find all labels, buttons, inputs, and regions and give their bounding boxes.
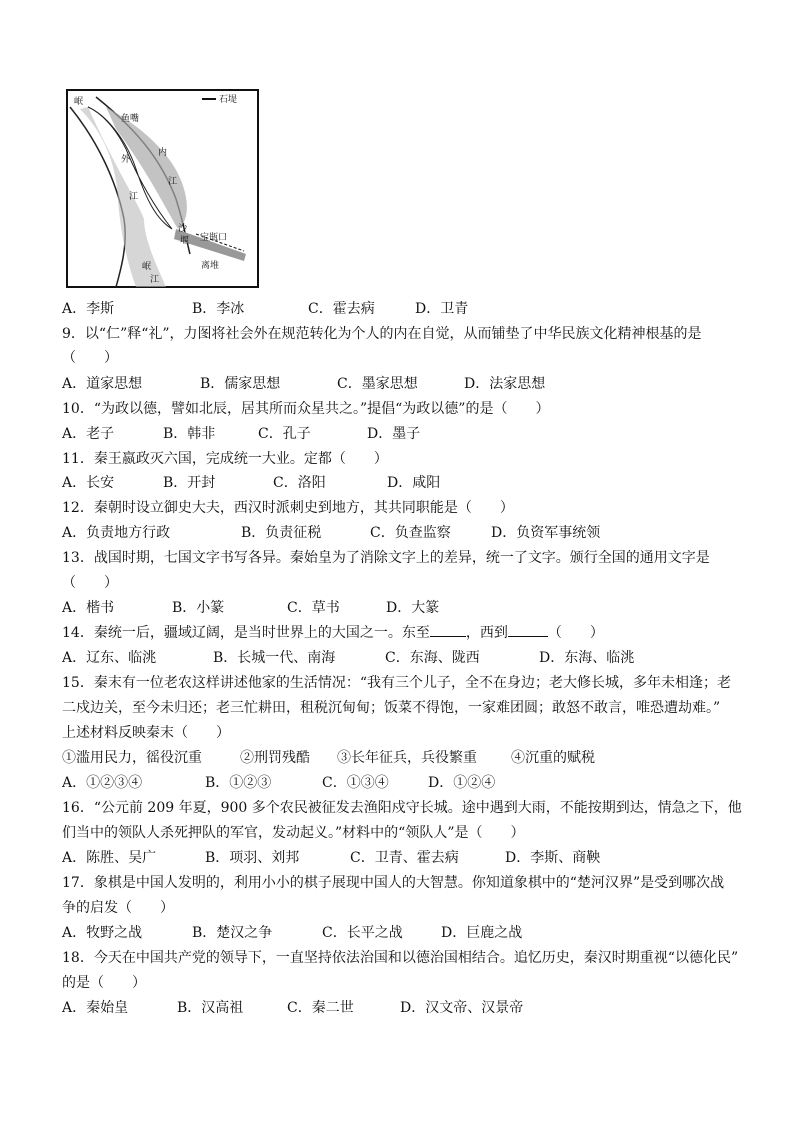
q15-stem-line2: 二戍边关，至今未归还；老三忙耕田，租税沉甸甸；饭菜不得饱，一家难团圆；敢怒不敢言，唯恐遭劫难。” <box>62 700 721 716</box>
q15-stem-line1: 15．秦末有一位老农这样讲述他家的生活情况：“我有三个儿子，全不在身边；老大修长城，多年未相逢；老 <box>62 675 731 691</box>
q16-stem-line1: 16．“公元前 209 年夏，900 多个农民被征发去渔阳戍守长城。途中遇到大雨，不能按期到达，情急之下，他 <box>62 800 742 816</box>
q12-option-b: B．负责征税 <box>241 525 322 541</box>
q10-option-b: B．韩非 <box>163 426 216 442</box>
q8-option-a: A．李斯 <box>62 301 115 317</box>
q17-option-a: A．牧野之战 <box>62 925 143 941</box>
q16-stem-line2: 们当中的领队人杀死押队的军官，发动起义。”材料中的“领队人”是（ ） <box>62 825 525 841</box>
label-weir: 堰 <box>180 236 190 246</box>
q18-option-d: D．汉文帝、汉景帝 <box>400 1000 524 1016</box>
q13-option-d: D．大篆 <box>386 600 440 616</box>
label-min-river: 江 <box>150 275 160 285</box>
q8-option-d: D．卫青 <box>415 301 469 317</box>
q18-option-a: A．秦始皇 <box>62 1000 129 1016</box>
label-outer-river: 江 <box>129 192 139 202</box>
q14-stem-part3: （ ） <box>547 625 604 641</box>
q13-stem: 13．战国时期，七国文字书写各异。秦始皇为了消除文字上的差异，统一了文字。颁行全国的通用文字是 <box>62 550 710 566</box>
q9-option-d: D．法家思想 <box>464 376 546 392</box>
label-fish-mouth: 鱼嘴 <box>121 114 140 124</box>
q11-option-c: C．洛阳 <box>273 475 326 491</box>
q10-stem: 10．“为政以德，譬如北辰，居其所而众星共之。”提倡“为政以德”的是（ ） <box>62 401 550 417</box>
q11-stem: 11．秦王嬴政灭六国，完成统一大业。定都（ ） <box>62 451 388 467</box>
q8-option-b: B．李冰 <box>192 301 245 317</box>
q15-option-b: B．①②③ <box>205 775 272 791</box>
q17-option-b: B．楚汉之争 <box>192 925 273 941</box>
q14-blank-east[interactable] <box>430 624 466 637</box>
q14-option-d: D．东海、临洮 <box>539 650 635 666</box>
q9-option-b: B．儒家思想 <box>200 376 281 392</box>
label-min: 岷 <box>142 262 152 272</box>
q14-stem-part1: 14．秦统一后，疆域辽阔，是当时世界上的大国之一。东至 <box>62 625 430 641</box>
q12-option-a: A．负责地方行政 <box>62 525 171 541</box>
legend-label: 石堤 <box>219 95 238 105</box>
q13-option-c: C．草书 <box>287 600 340 616</box>
q16-option-b: B．项羽、刘邦 <box>205 850 300 866</box>
q16-option-a: A．陈胜、吴广 <box>62 850 157 866</box>
q14-option-b: B．长城一代、南海 <box>213 650 336 666</box>
q13-paren: （ ） <box>62 575 118 591</box>
q15-stem-line3: 上述材料反映秦末（ ） <box>62 725 230 741</box>
q17-option-d: D．巨鹿之战 <box>441 925 523 941</box>
q18-option-b: B．汉高祖 <box>177 1000 244 1016</box>
q12-option-c: C．负查监察 <box>370 525 451 541</box>
q14-option-a: A．辽东、临洮 <box>62 650 157 666</box>
label-inner-river: 江 <box>168 177 178 187</box>
q9-option-a: A．道家思想 <box>62 376 143 392</box>
label-sand: 沙 <box>178 224 188 234</box>
q8-option-c: C．霍去病 <box>308 301 375 317</box>
q15-option-d: D．①②④ <box>428 775 496 791</box>
q14-stem-part2: ，西到 <box>465 625 508 641</box>
q10-option-a: A．老子 <box>62 426 115 442</box>
q15-item-1: ①滥用民力，徭役沉重 <box>62 750 202 766</box>
q12-stem: 12．秦朝时设立御史大夫，西汉时派刺史到地方，其共同职能是（ ） <box>62 500 514 516</box>
label-inner: 内 <box>158 148 168 158</box>
q18-stem-line1: 18．今天在中国共产党的领导下，一直坚持依法治国和以德治国相结合。追忆历史，秦汉时期重视“以德化民” <box>62 950 739 966</box>
q9-option-c: C．墨家思想 <box>337 376 418 392</box>
q15-item-4: ④沉重的赋税 <box>511 750 595 766</box>
q13-option-a: A．楷书 <box>62 600 115 616</box>
q9-paren: （ ） <box>62 350 118 366</box>
q15-item-3: ③长年征兵，兵役繁重 <box>337 750 477 766</box>
q11-option-b: B．开封 <box>163 475 216 491</box>
q11-option-d: D．咸阳 <box>387 475 441 491</box>
q18-option-c: C．秦二世 <box>287 1000 354 1016</box>
label-bottle-mouth: 宝瓶口 <box>200 233 228 243</box>
q14-blank-west[interactable] <box>508 624 548 637</box>
q14-option-c: C．东海、陇西 <box>385 650 480 666</box>
q15-option-c: C．①③④ <box>322 775 389 791</box>
label-lidui: 离堆 <box>201 261 220 271</box>
label-outer: 外 <box>121 155 131 165</box>
q10-option-d: D．墨子 <box>367 426 421 442</box>
q12-option-d: D．负资军事统领 <box>491 525 601 541</box>
q16-option-c: C．卫青、霍去病 <box>350 850 459 866</box>
label-min-top: 岷 <box>74 97 84 107</box>
q13-option-b: B．小篆 <box>172 600 225 616</box>
q14-stem <box>62 624 604 642</box>
q9-stem: 9．以“仁”释“礼”，力图将社会外在规范转化为个人的内在自觉，从而铺垫了中华民族文化精神根基的是 <box>62 326 702 342</box>
q15-option-a: A．①②③④ <box>62 775 143 791</box>
q18-stem-line2: 的是（ ） <box>62 975 146 991</box>
dujiangyan-map <box>66 89 259 288</box>
q11-option-a: A．长安 <box>62 475 115 491</box>
q17-option-c: C．长平之战 <box>322 925 403 941</box>
q17-stem-line1: 17．象棋是中国人发明的，利用小小的棋子展现中国人的大智慧。你知道象棋中的“楚河汉界”是受到哪次战 <box>62 875 725 891</box>
q15-item-2: ②刑罚残酷 <box>240 750 310 766</box>
q16-option-d: D．李斯、商鞅 <box>505 850 601 866</box>
q17-stem-line2: 争的启发（ ） <box>62 900 174 916</box>
q10-option-c: C．孔子 <box>258 426 311 442</box>
map-drawing <box>66 89 259 288</box>
